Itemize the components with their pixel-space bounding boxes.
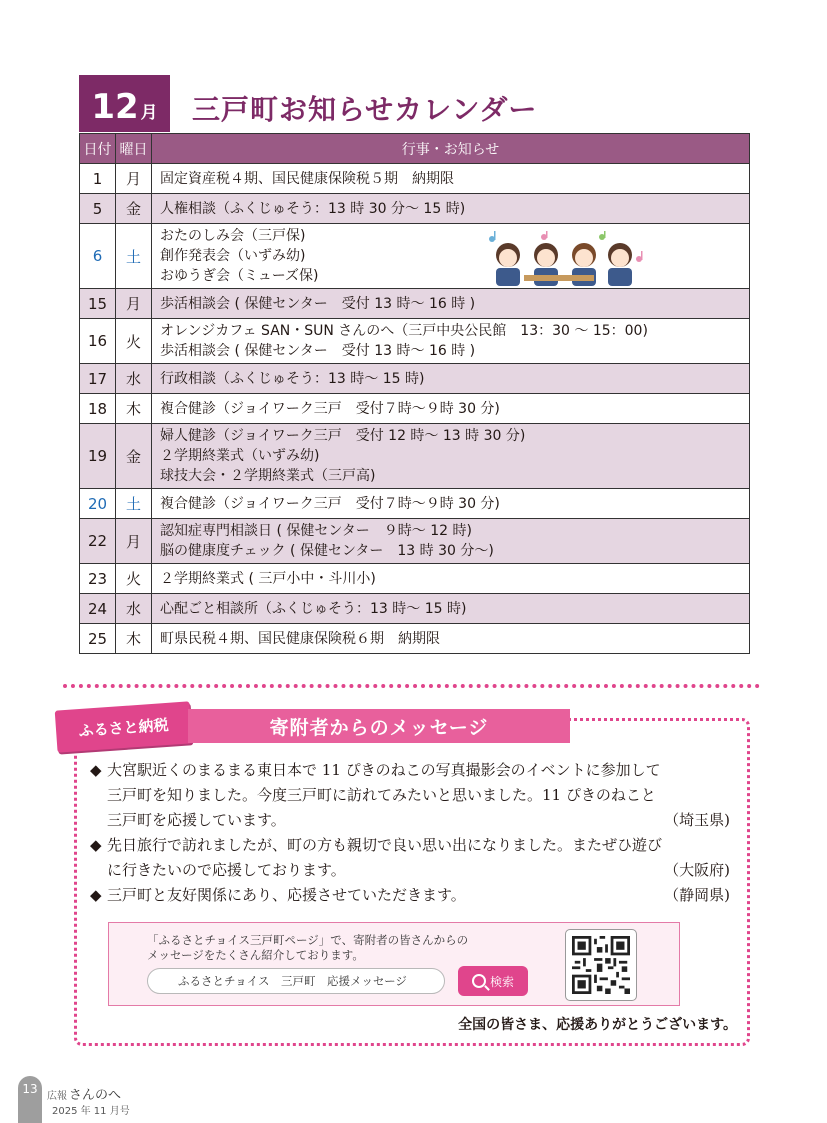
event-item: 複合健診（ジョイワーク三戸 受付７時～９時 30 分) [160,400,500,417]
event-item: 固定資産税４期、国民健康保険税５期 納期限 [160,170,454,187]
event-item: 球技大会・２学期終業式（三戸高) [160,468,376,484]
calendar-row [80,364,750,394]
month-unit: 月 [140,103,158,123]
events-cell [152,164,750,194]
calendar-row [80,289,750,319]
event-item: 町県民税４期、国民健康保険税６期 納期限 [160,630,440,647]
events-cell [152,424,750,489]
weekday-cell: 月 [116,289,152,319]
search-button-label: 検索 [489,974,514,989]
message-text: 三戸町と友好関係にあり、応援させていただきます。 [107,886,466,904]
events-cell [152,394,750,424]
calendar-row [80,594,750,624]
page-number: 13 [18,1076,42,1123]
weekday-cell: 土 [116,489,152,519]
weekday-cell: 月 [116,519,152,564]
magnifier-icon [472,974,486,988]
month-badge [79,75,170,132]
event-item: ２学期終業式（いずみ幼) [160,448,320,464]
events-cell [152,289,750,319]
search-description [147,933,468,963]
events-cell [152,224,750,289]
calendar-row [80,394,750,424]
calendar-row [80,489,750,519]
events-cell [152,194,750,224]
day-cell: 5 [80,194,116,224]
events-cell [152,364,750,394]
day-cell: 6 [80,224,116,289]
weekday-cell: 土 [116,224,152,289]
publication-title: さんのへ [69,1088,122,1103]
event-item: 複合健診（ジョイワーク三戸 受付７時～９時 30 分) [160,495,500,512]
events-cell [152,519,750,564]
calendar-row [80,194,750,224]
day-cell: 17 [80,364,116,394]
event-item: 脳の健康度チェック ( 保健センター 13 時 30 分～) [160,543,494,559]
weekday-cell: 木 [116,624,152,654]
day-cell: 24 [80,594,116,624]
publication-prefix: 広報 [47,1091,67,1102]
event-item: 心配ごと相談所（ふくじゅそう：13 時～ 15 時) [160,600,467,617]
day-cell: 25 [80,624,116,654]
events-cell [152,564,750,594]
calendar-row [80,424,750,489]
message-text: 先日旅行で訪れましたが、町の方も親切で良い思い出になりました。またぜひ遊びに行きたいので応援しております。 [107,836,663,879]
day-cell: 19 [80,424,116,489]
calendar-row [80,319,750,364]
event-item: 歩活相談会 ( 保健センター 受付 13 時～ 16 時 ) [160,295,476,312]
weekday-cell: 金 [116,194,152,224]
diamond-bullet-icon: ◆ [90,836,102,854]
event-item: 人権相談（ふくじゅそう：13 時 30 分～ 15 時) [160,200,466,217]
prefecture-label: （静岡県) [664,886,730,904]
event-item: ２学期終業式 ( 三戸小中・斗川小) [160,570,376,587]
weekday-cell: 水 [116,364,152,394]
calendar-table [79,133,750,654]
calendar-title: 三戸町お知らせカレンダー [192,93,538,126]
day-cell: 15 [80,289,116,319]
prefecture-label: （大阪府) [664,861,730,879]
weekday-cell: 火 [116,319,152,364]
donor-message [90,883,740,908]
calendar-row [80,519,750,564]
calendar-row [80,624,750,654]
event-item: 認知症専門相談日 ( 保健センター ９時～ 12 時) [160,523,472,539]
day-cell: 23 [80,564,116,594]
weekday-cell: 水 [116,594,152,624]
event-item: 歩活相談会 ( 保健センター 受付 13 時～ 16 時 ) [160,343,476,359]
month-number: 12 [91,87,139,127]
weekday-cell: 木 [116,394,152,424]
day-cell: 1 [80,164,116,194]
prefecture-label: （埼玉県) [664,811,730,829]
event-item: おゆうぎ会（ミューズ保) [160,268,319,284]
events-cell [152,624,750,654]
furusato-tag: ふるさと納税 [55,701,193,752]
event-item: おたのしみ会（三戸保) [160,228,306,244]
day-cell: 20 [80,489,116,519]
diamond-bullet-icon: ◆ [90,886,102,904]
search-button[interactable] [458,966,528,996]
calendar-row [80,164,750,194]
message-list [90,758,740,908]
weekday-cell: 火 [116,564,152,594]
header-events: 行事・お知らせ [152,134,750,164]
thanks-message: 全国の皆さま、応援ありがとうございます。 [458,1017,737,1033]
events-cell [152,489,750,519]
dotted-divider [63,684,760,688]
qr-code-icon[interactable] [565,929,637,1001]
day-cell: 22 [80,519,116,564]
search-desc-line: 「ふるさとチョイス三戸町ページ」で、寄附者の皆さんからの [147,933,469,947]
header-day: 日付 [80,134,116,164]
donor-message [90,833,740,883]
events-cell [152,319,750,364]
calendar-row [80,224,750,289]
issue-date: 2025 年 11 月号 [52,1106,130,1117]
weekday-cell: 月 [116,164,152,194]
event-item: 創作発表会（いずみ幼) [160,248,306,264]
search-panel [108,922,680,1006]
event-item: 行政相談（ふくじゅそう：13 時～ 15 時) [160,370,425,387]
header-dow: 曜日 [116,134,152,164]
message-text: 大宮駅近くのまるまる東日本で 11 ぴきのねこの写真撮影会のイベントに参加して三戸町を知りました。今度三戸町に訪れてみたいと思いました。11 ぴきのねこと三戸町を応援しています。 [107,761,661,829]
day-cell: 16 [80,319,116,364]
publication-name [47,1084,121,1103]
donor-message [90,758,740,833]
calendar-body [80,164,750,654]
children-singing-illustration [484,231,648,287]
search-desc-line: メッセージをたくさん紹介しております。 [147,948,364,962]
search-input[interactable]: ふるさとチョイス 三戸町 応援メッセージ [147,968,445,994]
day-cell: 18 [80,394,116,424]
event-item: 婦人健診（ジョイワーク三戸 受付 12 時～ 13 時 30 分) [160,428,526,444]
diamond-bullet-icon: ◆ [90,761,102,779]
calendar-row [80,564,750,594]
message-banner: 寄附者からのメッセージ [188,709,570,743]
event-item: オレンジカフェ SAN・SUN さんのへ（三戸中央公民館 13：30 ～ 15：00) [160,323,648,339]
weekday-cell: 金 [116,424,152,489]
events-cell [152,594,750,624]
